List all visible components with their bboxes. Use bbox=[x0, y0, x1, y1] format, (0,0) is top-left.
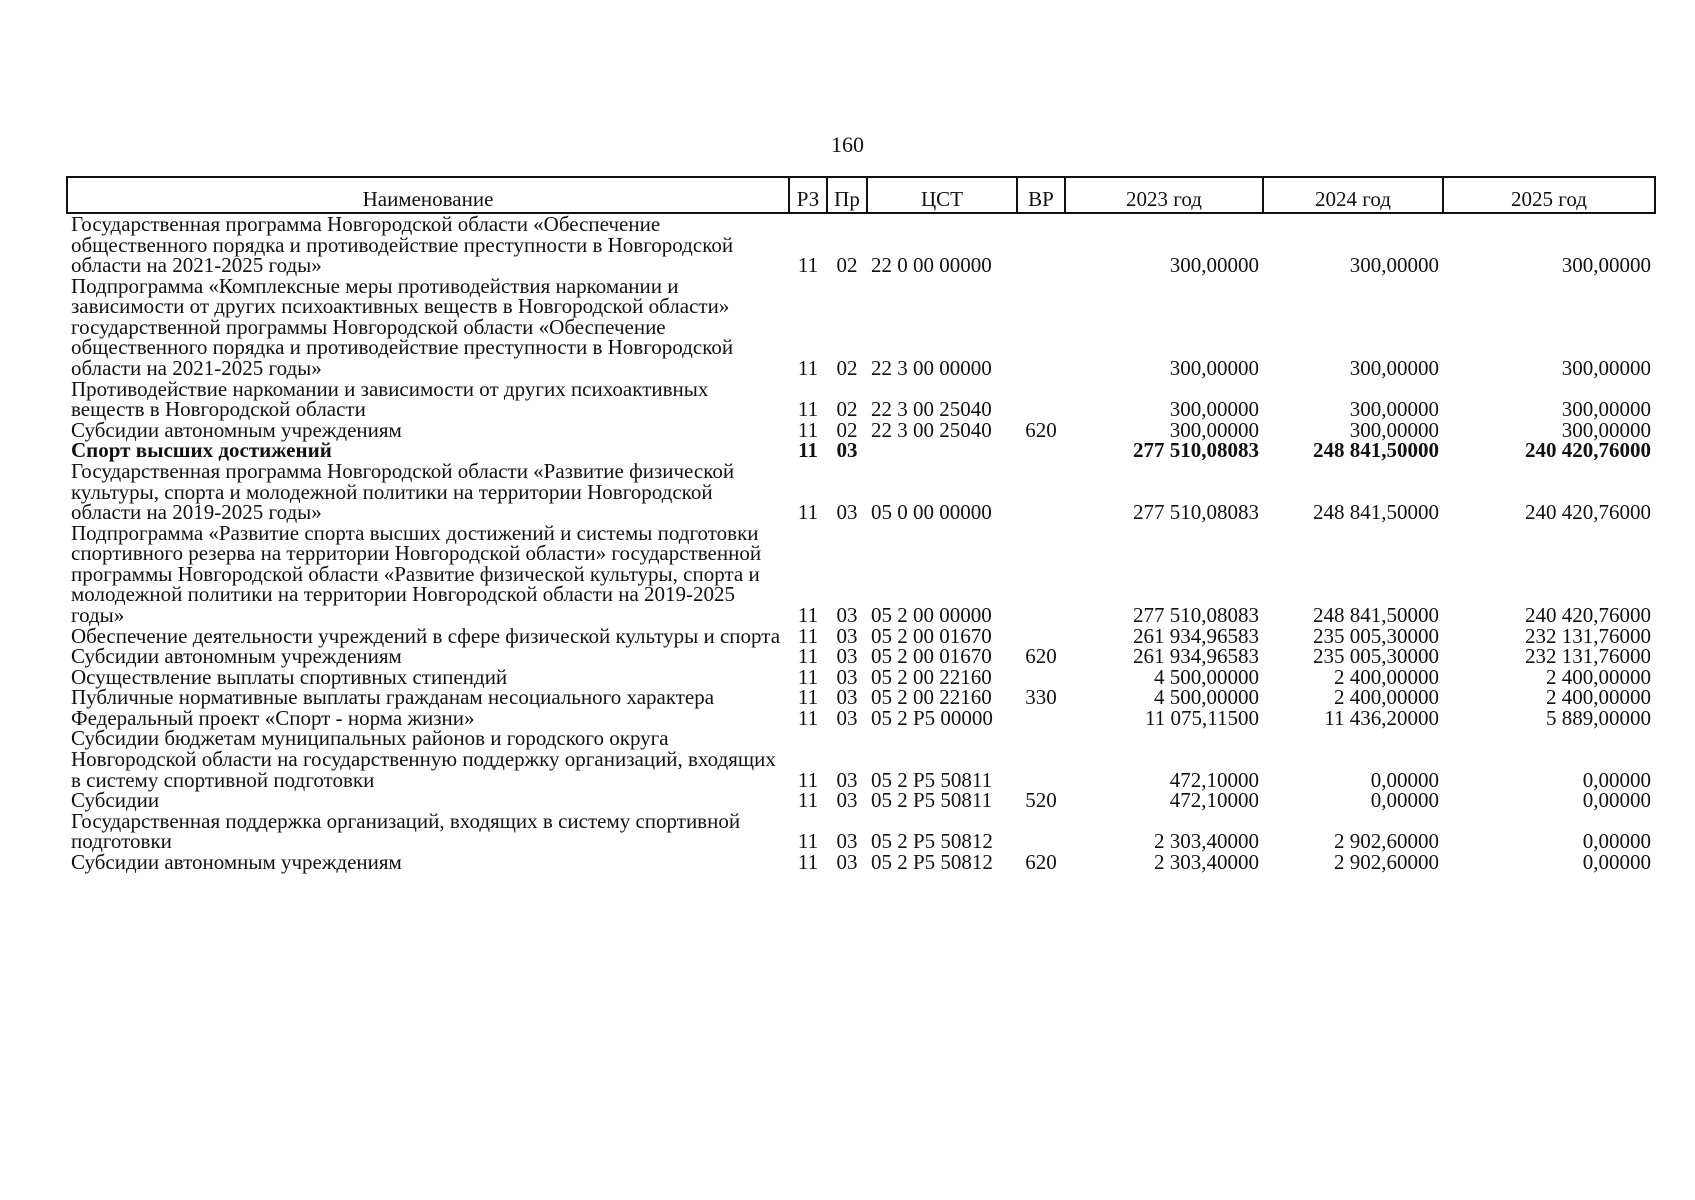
cell-y2024: 0,00000 bbox=[1370, 788, 1439, 813]
cell-pr: 03 bbox=[836, 602, 858, 627]
table-row bbox=[67, 379, 1655, 420]
cell-vr: 520 bbox=[1025, 788, 1057, 813]
cell-y2023: 277 510,08083 bbox=[1133, 438, 1259, 463]
table-row bbox=[67, 708, 1655, 729]
cell-cst: 05 2 00 01670 bbox=[871, 644, 992, 669]
cell-y2023: 300,00000 bbox=[1169, 417, 1259, 442]
cell-pr: 02 bbox=[836, 397, 858, 422]
cell-name: Осуществление выплаты спортивных стипендий bbox=[71, 664, 508, 689]
cell-y2023: 2 303,40000 bbox=[1154, 849, 1259, 874]
cell-rz: 11 bbox=[797, 602, 819, 627]
cell-pr: 03 bbox=[836, 685, 858, 710]
cell-cst: 05 0 00 00000 bbox=[871, 500, 992, 525]
cell-vr: 620 bbox=[1025, 849, 1057, 874]
cell-name: Субсидии bbox=[71, 788, 160, 813]
table-row bbox=[67, 523, 1655, 626]
cell-y2025: 240 420,76000 bbox=[1525, 438, 1651, 463]
cell-y2024: 300,00000 bbox=[1349, 356, 1439, 381]
cell-pr: 03 bbox=[836, 788, 858, 813]
cell-y2023: 277 510,08083 bbox=[1133, 500, 1259, 525]
table-row bbox=[67, 461, 1655, 523]
cell-rz: 11 bbox=[797, 253, 819, 278]
table-row bbox=[67, 420, 1655, 441]
cell-cst: 05 2 P5 50811 bbox=[871, 767, 993, 792]
cell-vr bbox=[1017, 708, 1065, 729]
cell-y2024: 0,00000 bbox=[1370, 767, 1439, 792]
cell-pr: 02 bbox=[836, 356, 858, 381]
table-row bbox=[67, 213, 1655, 276]
table-row bbox=[67, 852, 1655, 873]
table-row bbox=[67, 646, 1655, 667]
cell-name: Субсидии автономным учреждениям bbox=[71, 417, 402, 442]
cell-cst: 22 0 00 00000 bbox=[871, 253, 992, 278]
cell-name: Государственная поддержка организаций, входящих в систему спортивной подготовки bbox=[71, 808, 741, 854]
cell-name: Федеральный проект «Спорт - норма жизни» bbox=[71, 705, 475, 730]
cell-vr: 620 bbox=[1025, 644, 1057, 669]
cell-y2025: 232 131,76000 bbox=[1525, 623, 1651, 648]
cell-y2023: 277 510,08083 bbox=[1133, 602, 1259, 627]
cell-vr: 620 bbox=[1025, 417, 1057, 442]
header-name: Наименование bbox=[67, 177, 789, 213]
cell-name: Подпрограмма «Развитие спорта высших достижений и системы подготовки спортивного резерва на территории Новгородской области» государственной программы Новгородской области «Развитие физической культуры, спорта и молодежной политики на территории Новгородской области на 2019-2025 годы» bbox=[71, 520, 762, 627]
cell-vr bbox=[1017, 276, 1065, 379]
cell-rz: 11 bbox=[798, 438, 818, 463]
cell-name: Государственная программа Новгородской области «Развитие физической культуры, спорта и молодежной политики на территории Новгородской области на 2019-2025 годы» bbox=[71, 458, 735, 525]
cell-y2024: 11 436,20000 bbox=[1324, 705, 1439, 730]
cell-rz: 11 bbox=[797, 417, 819, 442]
cell-rz: 11 bbox=[797, 644, 819, 669]
cell-y2024: 300,00000 bbox=[1349, 417, 1439, 442]
cell-rz: 11 bbox=[797, 829, 819, 854]
table-row bbox=[67, 790, 1655, 811]
cell-cst: 05 2 P5 00000 bbox=[871, 705, 993, 730]
header-pr: Пр bbox=[827, 177, 867, 213]
cell-vr bbox=[1017, 728, 1065, 790]
table-row bbox=[67, 811, 1655, 852]
cell-y2023: 300,00000 bbox=[1169, 397, 1259, 422]
cell-y2025: 5 889,00000 bbox=[1546, 705, 1651, 730]
cell-vr bbox=[1017, 811, 1065, 852]
cell-pr: 02 bbox=[836, 417, 858, 442]
table-row bbox=[67, 276, 1655, 379]
cell-cst: 22 3 00 00000 bbox=[871, 356, 992, 381]
cell-cst: 05 2 00 22160 bbox=[871, 664, 992, 689]
cell-y2023: 472,10000 bbox=[1169, 788, 1259, 813]
cell-cst: 05 2 00 22160 bbox=[871, 685, 992, 710]
cell-y2024: 300,00000 bbox=[1349, 253, 1439, 278]
cell-vr bbox=[1017, 461, 1065, 523]
cell-vr bbox=[1017, 440, 1065, 461]
cell-y2025: 2 400,00000 bbox=[1546, 664, 1651, 689]
table-row bbox=[67, 667, 1655, 688]
cell-pr: 02 bbox=[836, 253, 858, 278]
cell-name: Субсидии автономным учреждениям bbox=[71, 644, 402, 669]
cell-name: Подпрограмма «Комплексные меры противодействия наркомании и зависимости от других психоактивных веществ в Новгородской области» государственной программы Новгородской области «Обеспечение общественного порядка и противодействие преступности в Новгородской области на 2021-2025 годы» bbox=[71, 273, 734, 381]
cell-cst: 05 2 P5 50812 bbox=[871, 849, 993, 874]
cell-y2025: 240 420,76000 bbox=[1525, 602, 1651, 627]
cell-cst: 05 2 00 00000 bbox=[871, 602, 992, 627]
cell-y2024: 2 902,60000 bbox=[1334, 829, 1439, 854]
cell-y2023: 261 934,96583 bbox=[1133, 623, 1259, 648]
cell-y2024: 248 841,50000 bbox=[1313, 438, 1439, 463]
cell-y2023: 4 500,00000 bbox=[1154, 664, 1259, 689]
cell-rz: 11 bbox=[797, 685, 819, 710]
header-2025: 2025 год bbox=[1443, 177, 1655, 213]
cell-y2024: 248 841,50000 bbox=[1313, 602, 1439, 627]
cell-pr: 03 bbox=[836, 644, 858, 669]
cell-pr: 03 bbox=[836, 623, 858, 648]
cell-y2023: 11 075,11500 bbox=[1145, 705, 1259, 730]
cell-y2023: 4 500,00000 bbox=[1154, 685, 1259, 710]
cell-cst: 05 2 P5 50812 bbox=[871, 829, 993, 854]
cell-pr: 03 bbox=[836, 664, 858, 689]
cell-y2025: 2 400,00000 bbox=[1546, 685, 1651, 710]
cell-pr: 03 bbox=[836, 849, 858, 874]
table-row bbox=[67, 687, 1655, 708]
cell-vr: 330 bbox=[1025, 685, 1057, 710]
cell-y2023: 261 934,96583 bbox=[1133, 644, 1259, 669]
cell-name: Противодействие наркомании и зависимости от других психоактивных веществ в Новгородской области bbox=[71, 376, 709, 422]
table-row bbox=[67, 440, 1655, 461]
cell-cst bbox=[867, 440, 1017, 461]
cell-cst: 22 3 00 25040 bbox=[871, 397, 992, 422]
cell-pr: 03 bbox=[836, 500, 858, 525]
header-row bbox=[67, 177, 1655, 213]
cell-vr bbox=[1017, 626, 1065, 647]
cell-rz: 11 bbox=[797, 849, 819, 874]
cell-name: Спорт высших достижений bbox=[71, 438, 332, 463]
cell-y2023: 2 303,40000 bbox=[1154, 829, 1259, 854]
cell-rz: 11 bbox=[797, 664, 819, 689]
cell-name: Субсидии автономным учреждениям bbox=[71, 849, 402, 874]
cell-y2025: 300,00000 bbox=[1561, 356, 1651, 381]
cell-cst: 05 2 P5 50811 bbox=[871, 788, 993, 813]
cell-rz: 11 bbox=[797, 500, 819, 525]
cell-name: Государственная программа Новгородской области «Обеспечение общественного порядка и противодействие преступности в Новгородской области на 2021-2025 годы» bbox=[71, 212, 734, 278]
cell-name: Обеспечение деятельности учреждений в сфере физической культуры и спорта bbox=[71, 623, 781, 648]
cell-y2024: 2 400,00000 bbox=[1334, 685, 1439, 710]
header-2024: 2024 год bbox=[1263, 177, 1443, 213]
table-row bbox=[67, 728, 1655, 790]
cell-rz: 11 bbox=[797, 705, 819, 730]
cell-rz: 11 bbox=[797, 356, 819, 381]
cell-y2025: 232 131,76000 bbox=[1525, 644, 1651, 669]
cell-y2024: 235 005,30000 bbox=[1313, 644, 1439, 669]
cell-cst: 22 3 00 25040 bbox=[871, 417, 992, 442]
cell-name: Субсидии бюджетам муниципальных районов и городского округа Новгородской области на государственную поддержку организаций, входящих в систему спортивной подготовки bbox=[71, 726, 776, 792]
cell-y2025: 0,00000 bbox=[1582, 767, 1651, 792]
cell-vr bbox=[1017, 523, 1065, 626]
budget-table bbox=[66, 176, 1656, 873]
header-2023: 2023 год bbox=[1065, 177, 1263, 213]
cell-y2024: 2 400,00000 bbox=[1334, 664, 1439, 689]
cell-pr: 03 bbox=[836, 705, 858, 730]
cell-y2025: 300,00000 bbox=[1561, 397, 1651, 422]
header-cst: ЦСТ bbox=[867, 177, 1017, 213]
cell-y2025: 240 420,76000 bbox=[1525, 500, 1651, 525]
cell-pr: 03 bbox=[836, 767, 858, 792]
cell-vr bbox=[1017, 667, 1065, 688]
cell-rz: 11 bbox=[797, 788, 819, 813]
cell-rz: 11 bbox=[797, 397, 819, 422]
cell-y2025: 0,00000 bbox=[1582, 849, 1651, 874]
cell-cst: 05 2 00 01670 bbox=[871, 623, 992, 648]
cell-y2023: 300,00000 bbox=[1169, 356, 1259, 381]
table-row bbox=[67, 626, 1655, 647]
cell-y2025: 0,00000 bbox=[1582, 788, 1651, 813]
cell-name: Публичные нормативные выплаты гражданам несоциального характера bbox=[71, 685, 715, 710]
cell-y2023: 300,00000 bbox=[1169, 253, 1259, 278]
cell-pr: 03 bbox=[836, 438, 858, 463]
cell-y2024: 248 841,50000 bbox=[1313, 500, 1439, 525]
header-rz: РЗ bbox=[789, 177, 827, 213]
cell-pr: 03 bbox=[836, 829, 858, 854]
cell-y2024: 235 005,30000 bbox=[1313, 623, 1439, 648]
cell-y2023: 472,10000 bbox=[1169, 767, 1259, 792]
cell-rz: 11 bbox=[797, 767, 819, 792]
page-number: 160 bbox=[831, 132, 864, 157]
cell-y2025: 0,00000 bbox=[1582, 829, 1651, 854]
cell-y2025: 300,00000 bbox=[1561, 253, 1651, 278]
header-vr: ВР bbox=[1017, 177, 1065, 213]
cell-y2024: 2 902,60000 bbox=[1334, 849, 1439, 874]
cell-rz: 11 bbox=[797, 623, 819, 648]
cell-y2025: 300,00000 bbox=[1561, 417, 1651, 442]
cell-vr bbox=[1017, 379, 1065, 420]
cell-y2024: 300,00000 bbox=[1349, 397, 1439, 422]
cell-vr bbox=[1017, 213, 1065, 276]
